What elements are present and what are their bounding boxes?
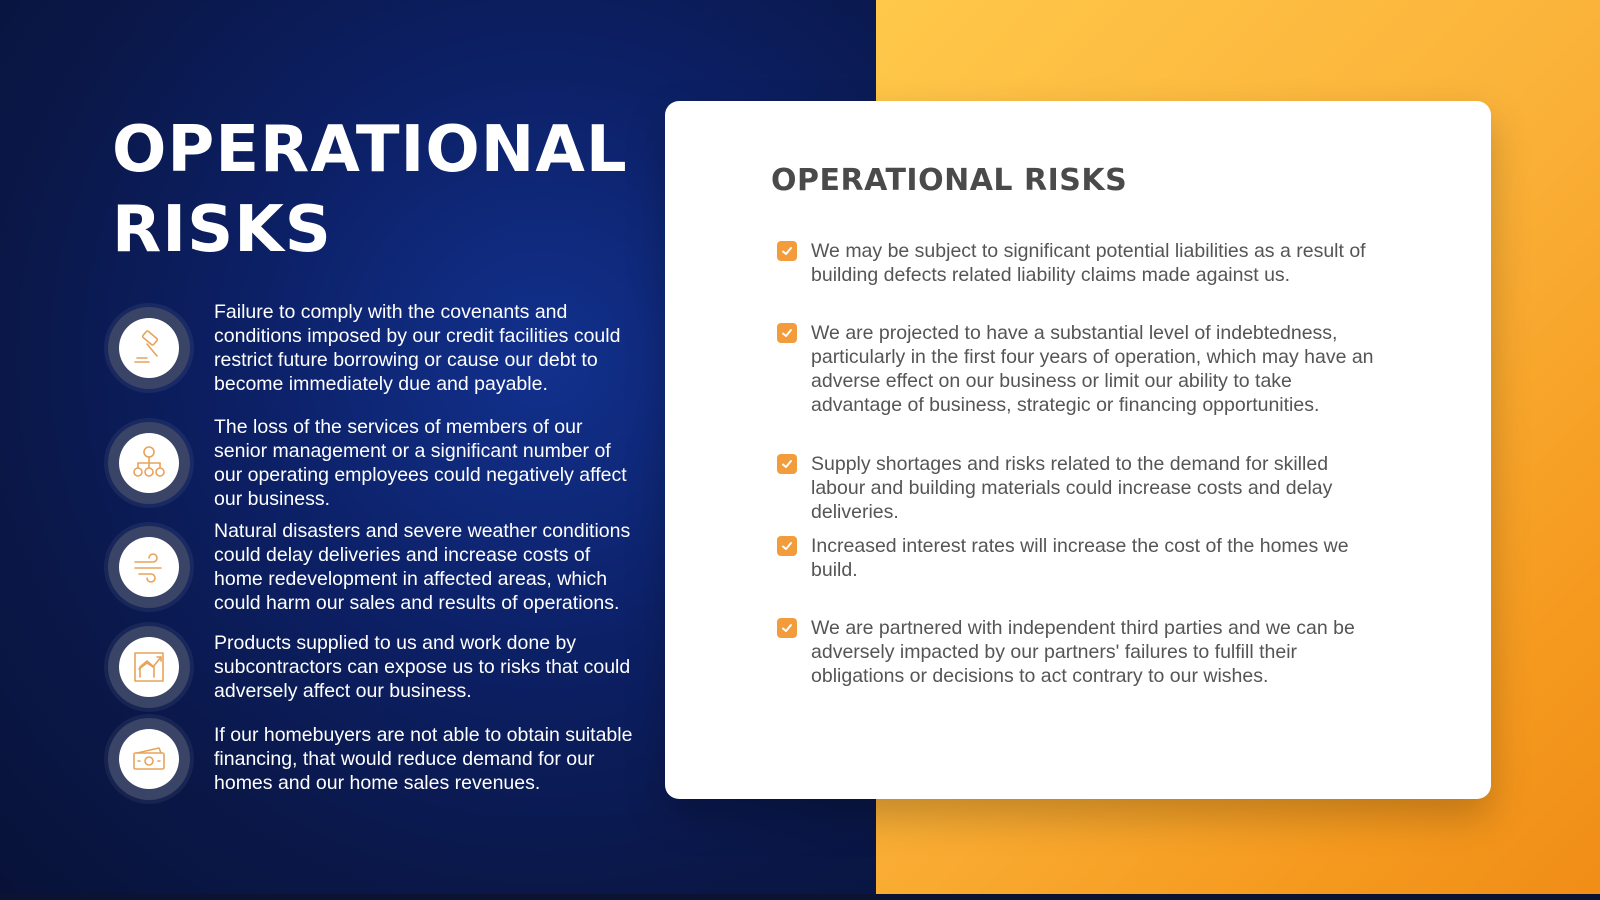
risk-text: Failure to comply with the covenants and conditions imposed by our credit facilities could restrict future borrowing or cause our debt to become immediately due and payable.: [214, 301, 621, 395]
card-title: OPERATIONAL RISKS: [771, 163, 1128, 198]
checkbox-checked-icon: [777, 454, 797, 474]
list-item: [777, 321, 1387, 417]
slide-title: OPERATIONAL RISKS: [112, 113, 628, 267]
risk-item-subcontractors: [108, 626, 638, 708]
house-chart-icon: [129, 647, 169, 687]
risk-text: Natural disasters and severe weather conditions could delay deliveries and increase costs of home redevelopment in affected areas, which could harm our sales and results of operations.: [214, 520, 631, 614]
icon-ring: [108, 422, 190, 504]
list-item: [777, 534, 1387, 582]
checkbox-checked-icon: [777, 323, 797, 343]
checkbox-checked-icon: [777, 536, 797, 556]
risk-text: If our homebuyers are not able to obtain suitable financing, that would reduce demand for our homes and our home sales revenues.: [214, 724, 633, 794]
list-item: [777, 452, 1387, 524]
list-item: [777, 616, 1387, 688]
checkbox-checked-icon: [777, 241, 797, 261]
list-item-text: We are projected to have a substantial level of indebtedness, particularly in the first four years of operation, which may have an adverse effect on our business or limit our ability to take advantage of business, strategic or financing opportunities.: [811, 322, 1374, 416]
icon-ring: [108, 307, 190, 389]
icon-ring: [108, 526, 190, 608]
bottom-strip: [0, 894, 1600, 900]
risk-text: Products supplied to us and work done by subcontractors can expose us to risks that could adversely affect our business.: [214, 632, 631, 702]
risk-item-weather: [108, 519, 638, 615]
list-item-text: We are partnered with independent third parties and we can be adversely impacted by our partners' failures to fulfill their obligations or decisions to act contrary to our wishes.: [811, 617, 1355, 687]
icon-ring: [108, 718, 190, 800]
list-item-text: Supply shortages and risks related to the demand for skilled labour and building materials could increase costs and delay deliveries.: [811, 453, 1333, 523]
org-chart-icon: [129, 443, 169, 483]
money-icon: [129, 739, 169, 779]
risk-item-management: [108, 415, 638, 511]
risk-item-credit: [108, 300, 638, 396]
gavel-icon: [129, 328, 169, 368]
list-item-text: Increased interest rates will increase the cost of the homes we build.: [811, 535, 1349, 581]
risk-card: [665, 101, 1491, 799]
list-item: [777, 239, 1387, 287]
icon-ring: [108, 626, 190, 708]
checkbox-checked-icon: [777, 618, 797, 638]
risk-text: The loss of the services of members of our senior management or a significant number of our operating employees could negatively affect our business.: [214, 416, 627, 510]
risk-item-financing: [108, 718, 638, 800]
list-item-text: We may be subject to significant potential liabilities as a result of building defects related liability claims made against us.: [811, 240, 1366, 286]
wind-icon: [129, 547, 169, 587]
